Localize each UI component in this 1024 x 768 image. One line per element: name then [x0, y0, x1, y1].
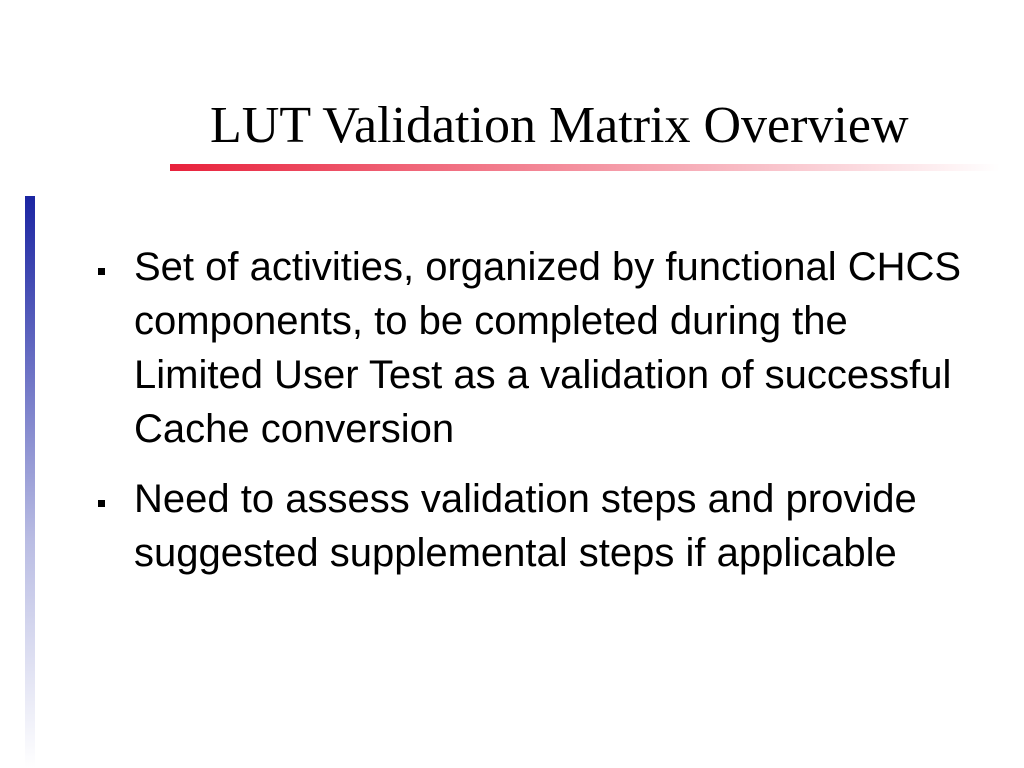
bullet-item	[94, 472, 964, 580]
bullet-item	[94, 240, 964, 456]
side-accent-bar	[25, 196, 35, 768]
bullet-text: Set of activities, organized by functional CHCS components, to be completed during the Limited User Test as a validation of successful Cache conversion	[134, 245, 962, 451]
slide-title: LUT Validation Matrix Overview	[210, 97, 909, 154]
square-bullet-icon	[94, 240, 134, 294]
title-underline	[170, 164, 1000, 171]
square-bullet-icon	[94, 472, 134, 526]
bullet-list	[94, 240, 964, 596]
bullet-text: Need to assess validation steps and provide suggested supplemental steps if applicable	[134, 477, 917, 575]
